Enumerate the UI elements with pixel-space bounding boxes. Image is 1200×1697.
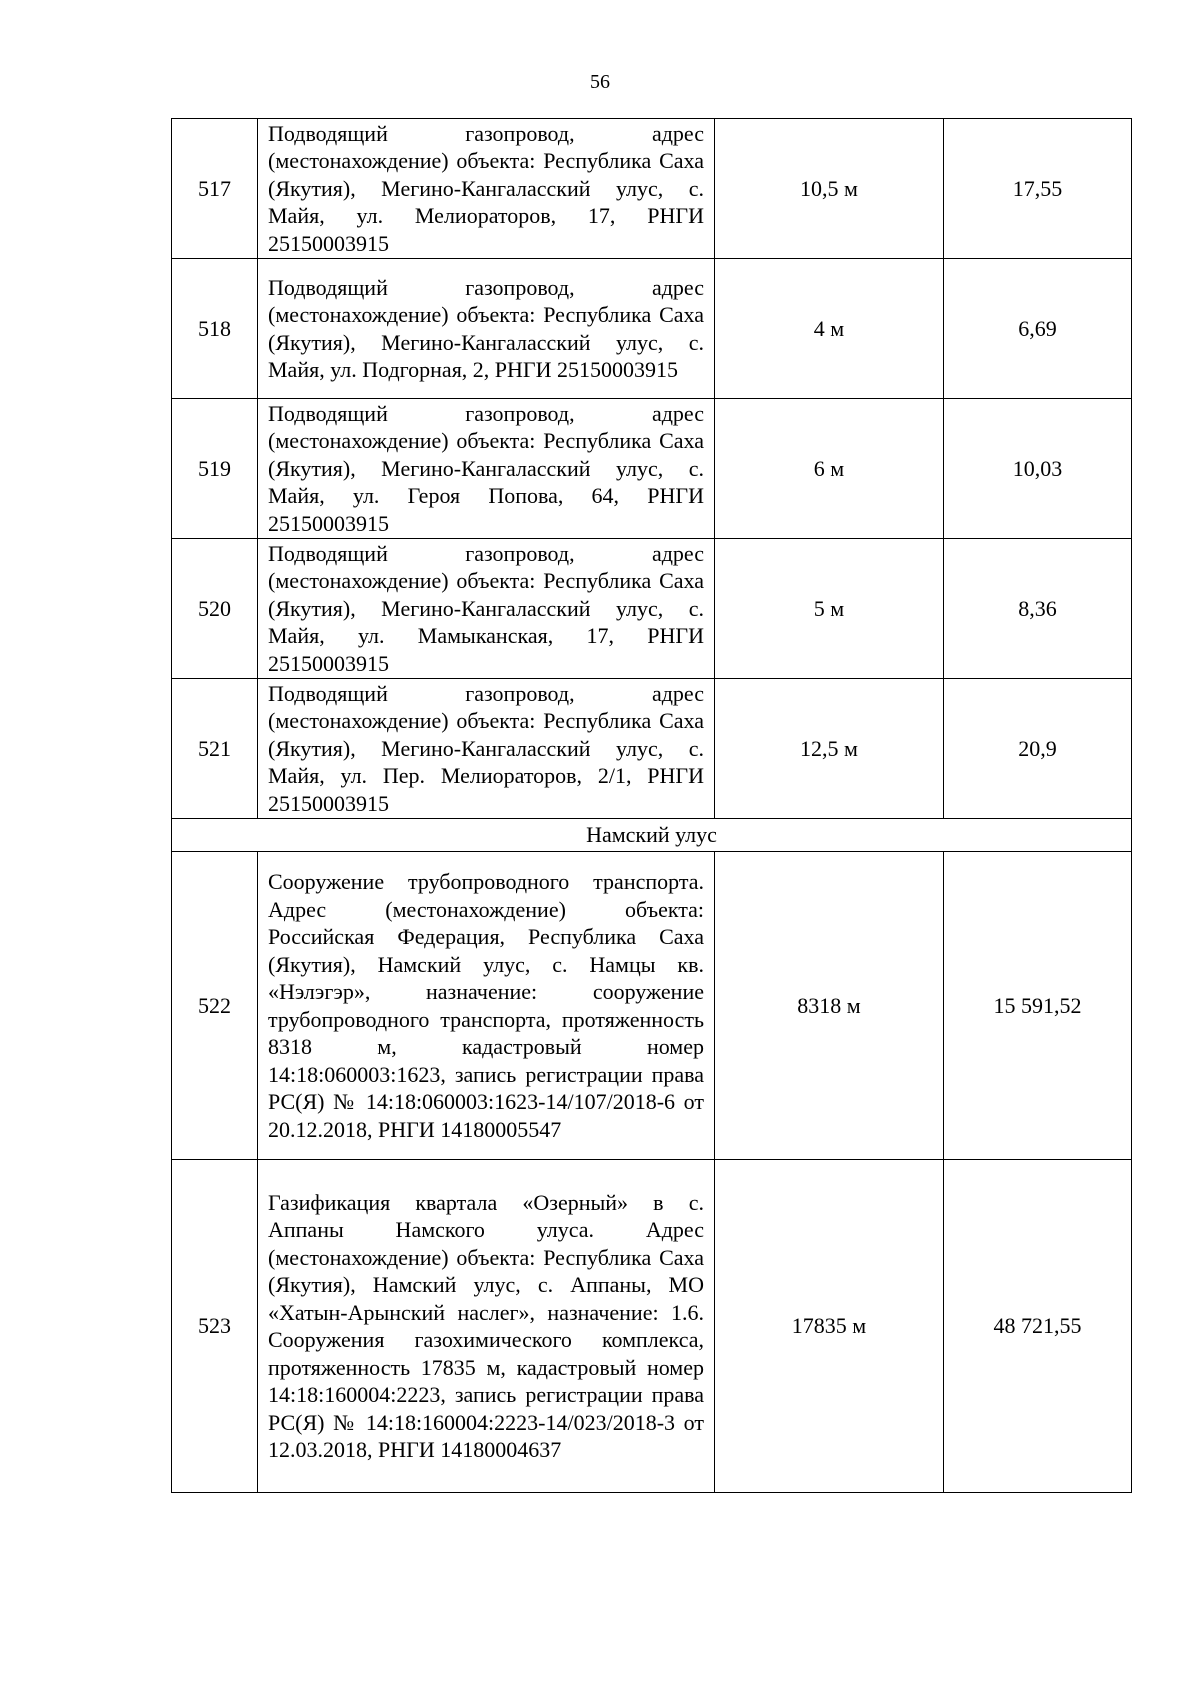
object-length: 17835 м xyxy=(715,1160,944,1493)
table-row xyxy=(172,679,1132,819)
object-length: 10,5 м xyxy=(715,119,944,259)
table-row xyxy=(172,259,1132,399)
object-description: Подводящий газопровод, адрес (местонахождение) объекта: Республика Саха (Якутия), Мегино-Кангаласский улус, с. Майя, ул. Мелиораторов, 17, РНГИ 25150003915 xyxy=(258,119,715,259)
object-cost: 6,69 xyxy=(944,259,1132,399)
object-cost: 17,55 xyxy=(944,119,1132,259)
object-length: 5 м xyxy=(715,539,944,679)
table-row xyxy=(172,539,1132,679)
object-length: 8318 м xyxy=(715,852,944,1160)
object-cost: 10,03 xyxy=(944,399,1132,539)
registry-table xyxy=(171,118,1132,1493)
object-length: 12,5 м xyxy=(715,679,944,819)
table-row xyxy=(172,1160,1132,1493)
section-row xyxy=(172,819,1132,852)
table-row xyxy=(172,119,1132,259)
row-number: 518 xyxy=(172,259,258,399)
row-number: 519 xyxy=(172,399,258,539)
page-number: 56 xyxy=(590,71,610,93)
object-description: Подводящий газопровод, адрес (местонахождение) объекта: Республика Саха (Якутия), Мегино-Кангаласский улус, с. Майя, ул. Мамыканская, 17, РНГИ 25150003915 xyxy=(258,539,715,679)
object-length: 6 м xyxy=(715,399,944,539)
object-description: Сооружение трубопроводного транспорта. Адрес (местонахождение) объекта: Российская Федерация, Республика Саха (Якутия), Намский улус, с. Намцы кв. «Нэлэгэр», назначение: сооружение трубопроводного транспорта, протяженность 8318 м, кадастровый номер 14:18:060003:1623, запись регистрации права РС(Я) № 14:18:060003:1623-14/107/2018-6 от 20.12.2018, РНГИ 14180005547 xyxy=(258,852,715,1160)
row-number: 517 xyxy=(172,119,258,259)
object-description: Подводящий газопровод, адрес (местонахождение) объекта: Республика Саха (Якутия), Мегино-Кангаласский улус, с. Майя, ул. Пер. Мелиораторов, 2/1, РНГИ 25150003915 xyxy=(258,679,715,819)
object-cost: 15 591,52 xyxy=(944,852,1132,1160)
object-cost: 48 721,55 xyxy=(944,1160,1132,1493)
object-cost: 20,9 xyxy=(944,679,1132,819)
object-cost: 8,36 xyxy=(944,539,1132,679)
object-description: Подводящий газопровод, адрес (местонахождение) объекта: Республика Саха (Якутия), Мегино-Кангаласский улус, с. Майя, ул. Героя Попова, 64, РНГИ 25150003915 xyxy=(258,399,715,539)
object-length: 4 м xyxy=(715,259,944,399)
table-row xyxy=(172,399,1132,539)
row-number: 521 xyxy=(172,679,258,819)
table-row xyxy=(172,852,1132,1160)
row-number: 520 xyxy=(172,539,258,679)
section-title: Намский улус xyxy=(172,819,1132,852)
object-description: Подводящий газопровод, адрес (местонахождение) объекта: Республика Саха (Якутия), Мегино-Кангаласский улус, с. Майя, ул. Подгорная, 2, РНГИ 25150003915 xyxy=(258,259,715,399)
row-number: 523 xyxy=(172,1160,258,1493)
row-number: 522 xyxy=(172,852,258,1160)
object-description: Газификация квартала «Озерный» в с. Аппаны Намского улуса. Адрес (местонахождение) объекта: Республика Саха (Якутия), Намский улус, с. Аппаны, МО «Хатын-Арынский наслег», назначение: 1.6. Сооружения газохимического комплекса, протяженность 17835 м, кадастровый номер 14:18:160004:2223, запись регистрации права РС(Я) № 14:18:160004:2223-14/023/2018-3 от 12.03.2018, РНГИ 14180004637 xyxy=(258,1160,715,1493)
